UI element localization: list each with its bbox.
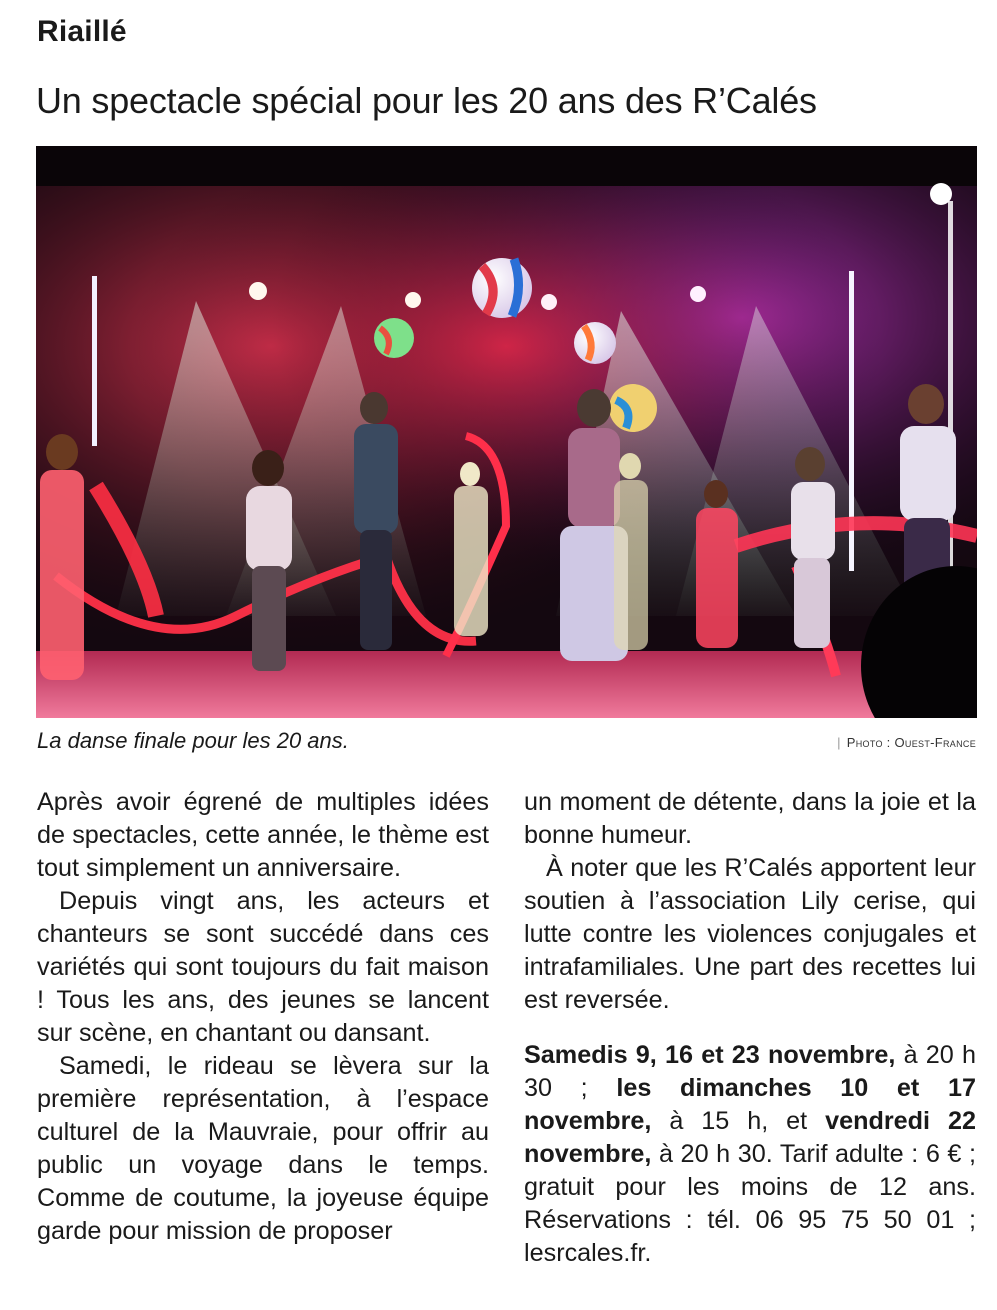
article-column-right [524, 786, 976, 1270]
credit-separator: | [837, 735, 841, 750]
stage-photo-illustration [36, 146, 977, 718]
info-details: à 20 h 30. Tarif adulte : 6 € ; gratuit pour les moins de 12 ans. Réservations : tél. 06 95 75 50 01 ; lesrcales.fr. [524, 1140, 976, 1267]
info-dates-sundays: les dimanches 10 et 17 novembre, [524, 1074, 976, 1135]
location-kicker: Riaillé [37, 15, 127, 48]
practical-info [524, 1039, 976, 1270]
photo-credit [837, 735, 976, 750]
article-photo [36, 146, 977, 718]
photo-credit-text: Photo : Ouest-France [846, 735, 976, 750]
info-dates-saturdays: Samedis 9, 16 et 23 novembre, [524, 1041, 896, 1069]
paragraph-association: À noter que les R’Calés apportent leur soutien à l’association Lily cerise, qui lutte contre les violences conjugales et intrafamiliales. Une part des recettes lui est reversée. [524, 854, 976, 1014]
photo-caption: La danse finale pour les 20 ans. [37, 728, 349, 753]
paragraph-premiere: Samedi, le rideau se lèvera sur la première représentation, à l’espace culturel de la Mauvraie, pour offrir au public un voyage dans le temps. Comme de coutume, la joyeuse équipe garde pour mission de proposer [37, 1052, 489, 1245]
paragraph-intro: Après avoir égrené de multiples idées de spectacles, cette année, le thème est tout simplement un anniversaire. [37, 788, 489, 882]
article-column-left [37, 786, 489, 1248]
info-time-sundays: à 15 h, et [651, 1107, 826, 1135]
headline: Un spectacle spécial pour les 20 ans des R’Calés [36, 80, 817, 121]
info-dates-friday: vendredi 22 novembre, [524, 1107, 977, 1168]
paragraph-history: Depuis vingt ans, les acteurs et chanteurs se sont succédé dans ces variétés qui sont toujours du fait maison ! Tous les ans, des jeunes se lancent sur scène, en chantant ou dansant. [37, 887, 489, 1047]
paragraph-continuation: un moment de détente, dans la joie et la bonne humeur. [524, 788, 976, 849]
info-time-saturdays: à 20 h 30 ; [524, 1041, 977, 1102]
